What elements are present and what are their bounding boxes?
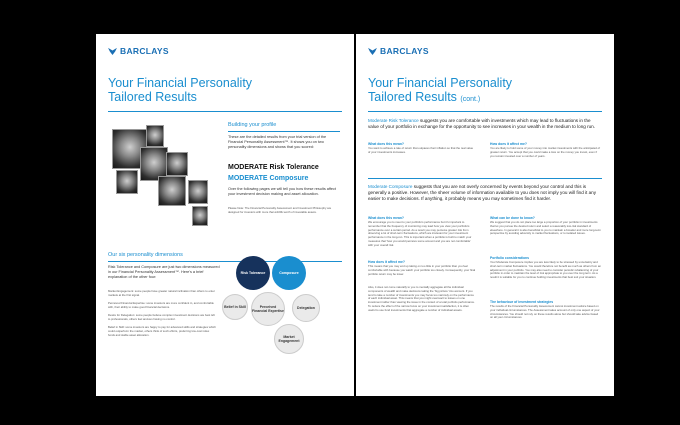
continued-label: (cont.): [460, 96, 481, 103]
q-affect-2: How does it affect me?: [368, 260, 405, 264]
dimension-delegation: Desire for Delegation: some people believe complex investment decisions are best left to professionals, others feel anxious having no control.: [108, 313, 215, 321]
a-what-mean-2: We encourage you to meet to your portfolio's performance but it's important to remember that the frequency of monitoring may lead how you view your portfolio's performance over a certain period. As a result you may perceive greater risk from observing a lot of short-term fluctuations, which are irrelevant for your investment performance in the long-run. This is important when a portfolio is built to match your measures that 'how you would perceive some amount and you are not comfortable' with your overall risk.: [368, 220, 472, 247]
a-affect-1: You are likely to hold some of your money into market investments with the anticipated of greater return. You accept that you could make a loss on the money you invest, even if you remain invested over a number of years.: [490, 146, 600, 158]
face-photo: [188, 180, 208, 204]
barclays-logo: [108, 46, 169, 56]
a-what-done: We suggest that you do not place too large a proportion of your portfolio in investments that let you pursue the desired return and select a reasonably low-risk standard of elsewhere. In general it is also beneficial to you to maintain a broader and more long-term perspective by avoiding adversity to market fluctuations, or to isolated issues.: [490, 220, 602, 236]
brochure-page-2: [356, 34, 614, 396]
following-pages-text: Over the following pages we will tell you how these results affect your investment decision making and asset allocation.: [228, 187, 336, 196]
q-what-done: What can be done to know?: [490, 216, 535, 220]
result-risk-tolerance: MODERATE Risk Tolerance: [228, 164, 319, 171]
section-rule: [228, 131, 340, 132]
result-composure: MODERATE Composure: [228, 175, 309, 182]
circle-perceived-expertise: Perceived Financial Expertise: [251, 292, 285, 326]
section-rule: [368, 178, 602, 179]
a-affect-2: This means that you may end up taking on too little in your portfolio than you feel comfortable with because you watch your portfolio too closely. Consequently, your final portfolio return may be lower.: [368, 264, 476, 276]
q-what-mean-1: What does this mean?: [368, 142, 404, 146]
title-rule: [108, 111, 342, 112]
q-affect-1: How does it affect me?: [490, 142, 527, 146]
face-photo: [146, 125, 164, 147]
q-what-mean-2: What does this mean?: [368, 216, 404, 220]
brand-name: BARCLAYS: [380, 46, 429, 56]
circle-delegation: Delegation: [292, 294, 320, 322]
page-title: Your Financial Personality Tailored Results (cont.): [368, 76, 513, 104]
risk-tolerance-summary: Moderate Risk Tolerance suggests you are comfortable with investments which may lead to fluctuations in the value of your portfolio in exchange for the opportunity to see increases in your wealth in the medium to long run.: [368, 118, 596, 129]
face-photo: [166, 152, 188, 176]
a-portfolio-considerations: Your Moderate Composure implies you are less likely to be stressed by uncertainty and short-term market fluctuations. You would therefore not benefit as much as others from an adjustment in your portfolio. You may also need to consider periodic rebalancing of your portfolio in order to maintain the level of risk appropriate to you over the long term. As a result it is suitable for you to continue holding investments that best suit your situation.: [490, 260, 601, 280]
circle-market-engagement: Market Engagement: [274, 324, 304, 354]
title-rule: [368, 111, 602, 112]
circle-belief-in-skill: Belief in Skill: [222, 294, 248, 320]
building-profile-heading: Building your profile: [228, 122, 277, 128]
eagle-icon: [108, 47, 117, 55]
building-profile-text: These are the detailed results from your trial version of the Financial Personality Assessment™. It shows you on two personality dimensions and shows that you scored:: [228, 135, 327, 149]
face-photo: [192, 206, 208, 226]
face-photo: [116, 170, 138, 194]
dimension-market-engagement: Market Engagement: some people have greater natural inclination than others to enter markets at the first signal.: [108, 289, 215, 297]
brochure-page-1: [96, 34, 354, 396]
barclays-logo: [368, 46, 429, 56]
q-behaviour: The behaviour of investment strategies: [490, 300, 554, 304]
eagle-icon: [368, 47, 377, 55]
face-photo: [158, 176, 186, 206]
a-what-mean-1: You want to achieve a rate of return that outpaces their inflation so that the real value of your investments increases.: [368, 146, 474, 154]
composure-summary: Moderate Composure suggests that you are not overly concerned by events beyond your control and this is generally a positive. However, the sheer volume of information available to you does not imply you will find it any easier to make decisions. If anything, it probably means you may sometimes find it harder.: [368, 184, 597, 201]
dimension-perceived-expertise: Perceived Financial Expertise: some investors are more confident in, and comfortable with, their ability to make good financial decisions.: [108, 301, 214, 309]
q-portfolio-considerations: Portfolio considerations: [490, 256, 529, 260]
circle-risk-tolerance: Risk Tolerance: [236, 256, 270, 290]
six-dimensions-heading: Our six personality dimensions: [108, 252, 183, 258]
please-note-text: Please Note: The Financial Personality Assessment and Investment Philosophy are designed for investors with more than £100k worth of investable assets.: [228, 206, 332, 214]
six-dimensions-text: Risk Tolerance and Composure are just two dimensions measured in our Financial Personality Assessment™. Here's a brief explanation of the other four:: [108, 265, 220, 279]
section-rule: [108, 261, 342, 262]
circle-composure: Composure: [272, 256, 306, 290]
dimension-belief-in-skill: Belief in Skill: some investors are happy to pay for advanced skills and strategies which could outperform the market, others think of such efforts, preferring low-cost index funds and stable asset allocation.: [108, 325, 216, 337]
a-affect-2-more: Also, it does not come naturally to you to mentally aggregate all the individual components of wealth and make decisions taking the 'big picture' into account. If you tend to take a number of investments you may focus too narrowly on the performance of each individual asset. This means that you might overreact to losses on one investment rather than viewing the issue in the context of a total portfolio performance. To reduce the effect of the narrow focus on your investment satisfaction, it is often useful to use fund investments that aggregate a number of individual assets.: [368, 285, 475, 312]
page-title: Your Financial Personality Tailored Results: [108, 76, 253, 104]
brand-name: BARCLAYS: [120, 46, 169, 56]
a-behaviour: The results of the Financial Personality Assessment cannot investment advice based on your individual circumstances. The Assessment takes account of only one aspect of your circumstances. You should not rely on these results alone but should take advice based on all your circumstances.: [490, 304, 600, 320]
